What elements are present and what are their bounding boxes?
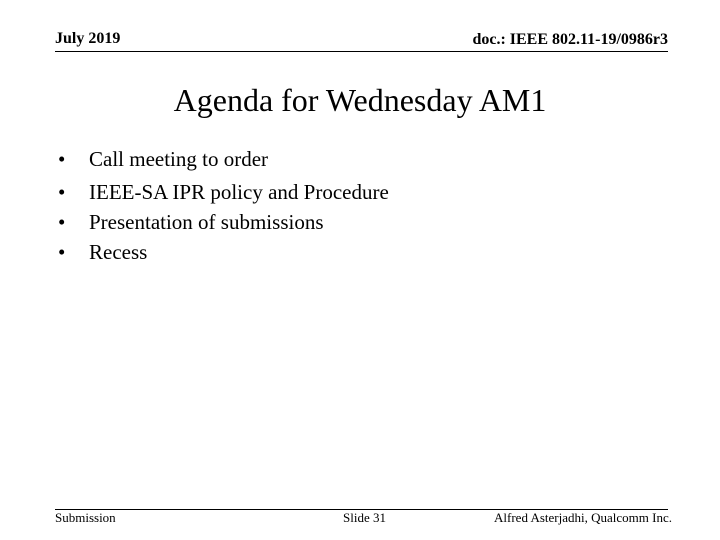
slide-title: Agenda for Wednesday AM1 <box>173 82 547 118</box>
bullet-icon: • <box>58 180 66 204</box>
header-divider <box>55 51 668 52</box>
bullet-icon: • <box>58 210 66 234</box>
bullet-icon: • <box>58 147 66 171</box>
list-item-text: Presentation of submissions <box>89 210 324 234</box>
header-date: July 2019 <box>55 30 121 47</box>
footer-author: Alfred Asterjadhi, Qualcomm Inc. <box>494 510 672 525</box>
bullet-icon: • <box>58 240 66 264</box>
list-item-text: Recess <box>89 240 148 264</box>
list-item-text: IEEE-SA IPR policy and Procedure <box>89 180 389 204</box>
footer-slide-number: Slide 31 <box>343 510 386 525</box>
header-doc-id: doc.: IEEE 802.11-19/0986r3 <box>472 31 668 48</box>
list-item-text: Call meeting to order <box>89 147 269 171</box>
footer-submission: Submission <box>55 510 116 525</box>
